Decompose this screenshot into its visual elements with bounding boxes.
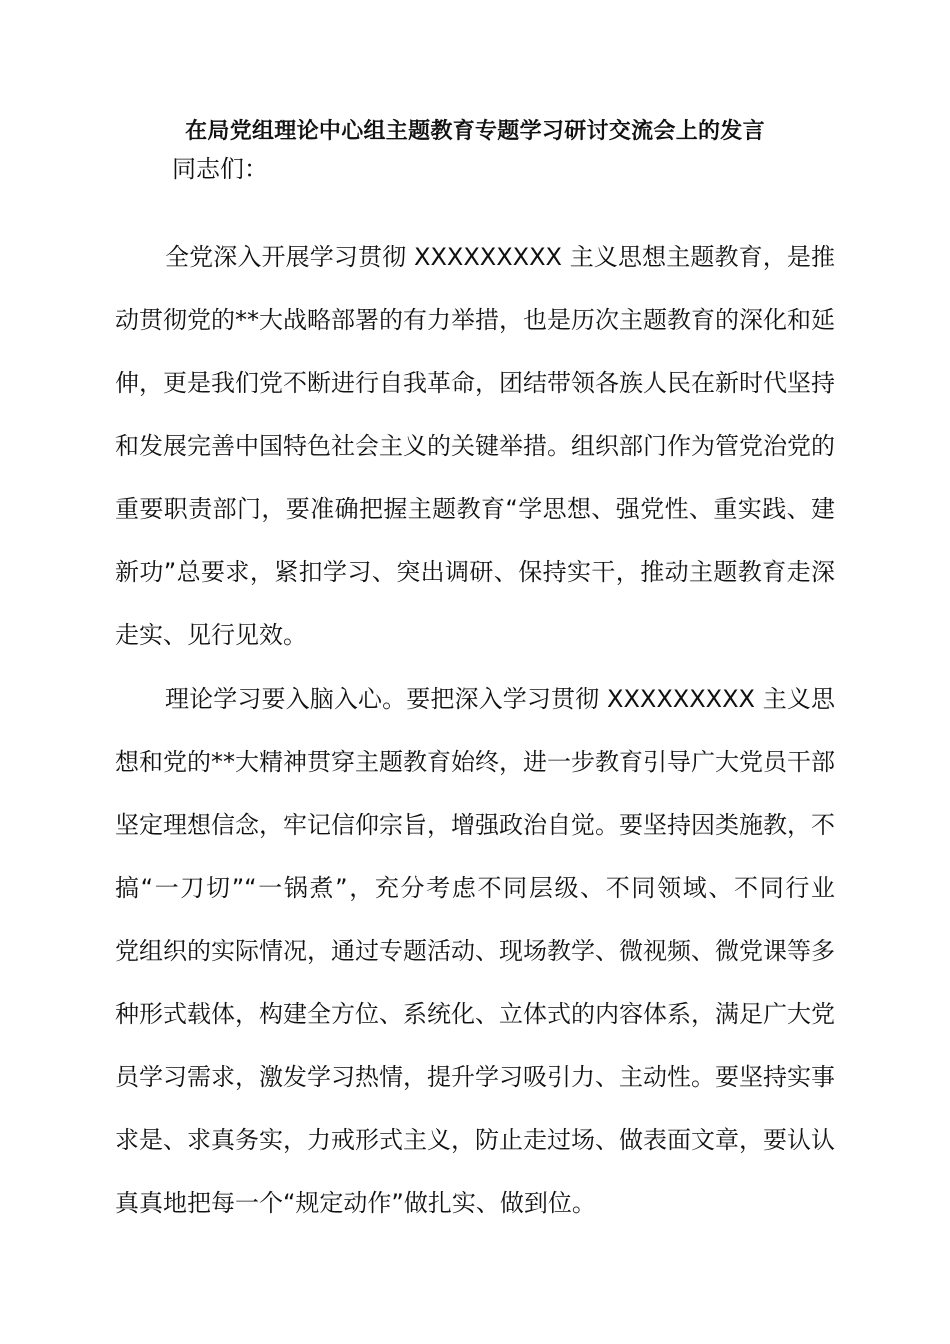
paragraph-line: 走实、见行见效。 [115,621,307,649]
paragraph-line: 坚定理想信念，牢记信仰宗旨，增强政治自觉。要坚持因类施教，不 [115,811,835,839]
paragraph-line: 动贯彻党的**大战略部署的有力举措，也是历次主题教育的深化和延 [115,306,835,334]
paragraph-line: 搞“一刀切”“一锅煮”，充分考虑不同层级、不同领域、不同行业 [115,874,835,902]
paragraph-2 [115,668,835,1235]
paragraph-line: 种形式载体，构建全方位、系统化、立体式的内容体系，满足广大党 [115,1000,835,1028]
paragraph-line: 想和党的**大精神贯穿主题教育始终，进一步教育引导广大党员干部 [115,748,835,776]
document-title: 在局党组理论中心组主题教育专题学习研讨交流会上的发言 [185,119,765,144]
paragraph-line: 重要职责部门，要准确把握主题教育“学思想、强党性、重实践、建 [115,495,835,523]
paragraph-line: 真真地把每一个“规定动作”做扎实、做到位。 [115,1189,596,1217]
paragraph-line: 伸，更是我们党不断进行自我革命，团结带领各族人民在新时代坚持 [115,369,835,397]
paragraph-1 [115,226,835,667]
paragraph-line: 理论学习要入脑入心。要把深入学习贯彻 XXXXXXXXX 主义思 [165,685,835,713]
paragraph-line: 新功”总要求，紧扣学习、突出调研、保持实干，推动主题教育走深 [115,558,835,586]
paragraph-line: 员学习需求，激发学习热情，提升学习吸引力、主动性。要坚持实事 [115,1063,835,1091]
paragraph-line: 党组织的实际情况，通过专题活动、现场教学、微视频、微党课等多 [115,937,835,965]
salutation: 同志们： [172,155,268,183]
paragraph-line: 全党深入开展学习贯彻 XXXXXXXXX 主义思想主题教育，是推 [165,243,835,271]
paragraph-line: 和发展完善中国特色社会主义的关键举措。组织部门作为管党治党的 [115,432,835,460]
paragraph-line: 求是、求真务实，力戒形式主义，防止走过场、做表面文章，要认认 [115,1126,835,1154]
